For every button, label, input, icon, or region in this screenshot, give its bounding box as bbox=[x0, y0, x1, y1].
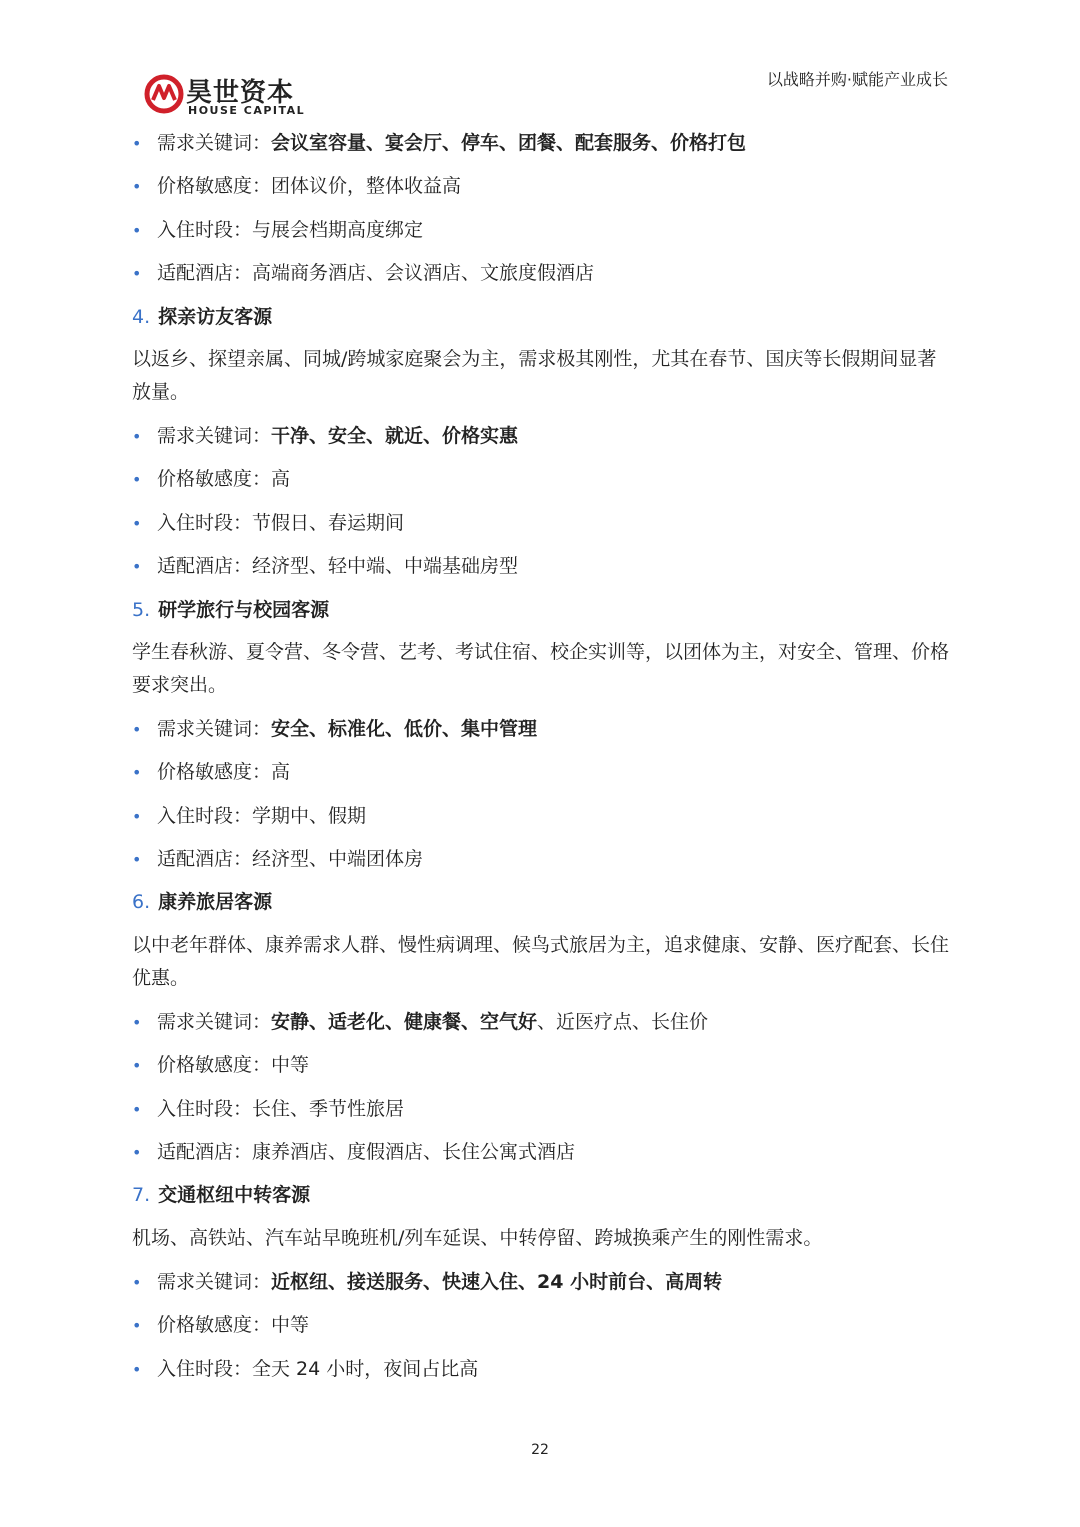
header-tagline: 以战略并购·赋能产业成长 bbox=[766, 70, 948, 89]
list-item bbox=[132, 165, 952, 208]
list-item bbox=[132, 708, 952, 751]
bullet-icon: • bbox=[132, 470, 142, 490]
logo-chinese-name: 昊世资本 bbox=[186, 78, 295, 108]
list-item-label: 价格敏感度： bbox=[157, 175, 272, 198]
list-item-value: 学期中、假期 bbox=[252, 804, 367, 827]
logo-mark-icon bbox=[144, 74, 184, 114]
paragraph: 以中老年群体、康养需求人群、慢性病调理、候鸟式旅居为主，追求健康、安静、医疗配套、长住优惠。 bbox=[132, 933, 950, 989]
list-item bbox=[132, 1131, 952, 1174]
list-item bbox=[132, 1261, 952, 1304]
list-item bbox=[132, 838, 952, 881]
bullet-icon: • bbox=[132, 557, 142, 577]
list-item bbox=[132, 415, 952, 458]
list-item bbox=[132, 252, 952, 295]
list-item-keywords: 干净、安全、就近、价格实惠 bbox=[271, 424, 519, 447]
list-item-value: 中等 bbox=[271, 1314, 310, 1337]
page-number: 22 bbox=[531, 1442, 549, 1458]
list-item bbox=[132, 1001, 952, 1044]
section-number: 7. bbox=[132, 1184, 151, 1207]
bullet-icon: • bbox=[132, 426, 142, 446]
bullet-icon: • bbox=[132, 264, 142, 284]
list-item-label: 需求关键词： bbox=[157, 717, 272, 740]
list-item-label: 入住时段： bbox=[157, 804, 253, 827]
bullet-icon: • bbox=[132, 177, 142, 197]
bullet-icon: • bbox=[132, 1012, 142, 1032]
bullet-icon: • bbox=[132, 763, 142, 783]
list-item-label: 适配酒店： bbox=[157, 1141, 253, 1164]
bullet-icon: • bbox=[132, 1099, 142, 1119]
list-item-label: 价格敏感度： bbox=[157, 1054, 272, 1077]
list-item-label: 入住时段： bbox=[157, 1357, 253, 1380]
section-title: 探亲访友客源 bbox=[158, 305, 273, 328]
list-item-keywords: 近枢纽、接送服务、快速入住、24 小时前台、高周转 bbox=[271, 1270, 723, 1293]
section-number: 6. bbox=[132, 891, 151, 914]
list-item-label: 入住时段： bbox=[157, 511, 253, 534]
list-item bbox=[132, 545, 952, 588]
list-item bbox=[132, 1088, 952, 1131]
bullet-icon: • bbox=[132, 513, 142, 533]
list-item-value: 全天 24 小时，夜间占比高 bbox=[252, 1357, 479, 1380]
list-item-value: 与展会档期高度绑定 bbox=[252, 218, 424, 241]
list-item-value: 高端商务酒店、会议酒店、文旅度假酒店 bbox=[252, 262, 595, 285]
section-heading bbox=[132, 589, 952, 632]
list-item-label: 需求关键词： bbox=[157, 1010, 272, 1033]
list-item-label: 需求关键词： bbox=[157, 424, 272, 447]
company-logo bbox=[144, 72, 314, 122]
list-item-value: 节假日、春运期间 bbox=[252, 511, 405, 534]
bullet-icon: • bbox=[132, 1056, 142, 1076]
bullet-icon: • bbox=[132, 1316, 142, 1336]
list-item-value: 、近医疗点、长住价 bbox=[537, 1010, 709, 1033]
logo-english-name: HOUSE CAPITAL bbox=[188, 104, 306, 117]
list-item-label: 价格敏感度： bbox=[157, 761, 272, 784]
list-item-value: 康养酒店、度假酒店、长住公寓式酒店 bbox=[252, 1141, 576, 1164]
list-item-keywords: 安全、标准化、低价、集中管理 bbox=[271, 717, 538, 740]
list-item-label: 适配酒店： bbox=[157, 555, 253, 578]
bullet-icon: • bbox=[132, 1359, 142, 1379]
list-item-label: 适配酒店： bbox=[157, 262, 253, 285]
paragraph: 学生春秋游、夏令营、冬令营、艺考、考试住宿、校企实训等，以团体为主，对安全、管理、价格要求突出。 bbox=[132, 640, 950, 696]
list-item-value: 经济型、轻中端、中端基础房型 bbox=[252, 555, 519, 578]
list-item-label: 适配酒店： bbox=[157, 848, 253, 871]
list-item-label: 价格敏感度： bbox=[157, 468, 272, 491]
paragraph: 机场、高铁站、汽车站早晚班机/列车延误、中转停留、跨城换乘产生的刚性需求。 bbox=[132, 1226, 823, 1249]
list-item bbox=[132, 795, 952, 838]
section-heading bbox=[132, 296, 952, 339]
bullet-icon: • bbox=[132, 134, 142, 153]
bullet-icon: • bbox=[132, 220, 142, 240]
list-item bbox=[132, 209, 952, 252]
list-item bbox=[132, 1304, 952, 1347]
list-item bbox=[132, 458, 952, 501]
list-item-label: 入住时段： bbox=[157, 218, 253, 241]
list-item bbox=[132, 502, 952, 545]
list-item-value: 中等 bbox=[271, 1054, 310, 1077]
list-item bbox=[132, 1348, 952, 1391]
list-item-value: 经济型、中端团体房 bbox=[252, 848, 424, 871]
list-item-value: 高 bbox=[271, 468, 291, 491]
bullet-icon: • bbox=[132, 806, 142, 826]
list-item-label: 入住时段： bbox=[157, 1097, 253, 1120]
document-body bbox=[132, 122, 952, 1391]
list-item-label: 需求关键词： bbox=[157, 1270, 272, 1293]
list-item bbox=[132, 751, 952, 794]
list-item-label: 价格敏感度： bbox=[157, 1314, 272, 1337]
list-item-value: 高 bbox=[271, 761, 291, 784]
section-title: 康养旅居客源 bbox=[158, 891, 273, 914]
section-heading bbox=[132, 1174, 952, 1217]
list-item-keywords: 安静、适老化、健康餐、空气好 bbox=[271, 1010, 538, 1033]
paragraph: 以返乡、探望亲属、同城/跨城家庭聚会为主，需求极其刚性，尤其在春节、国庆等长假期间显著放量。 bbox=[132, 347, 937, 403]
list-item-label: 需求关键词： bbox=[157, 132, 272, 154]
section-number: 4. bbox=[132, 305, 151, 328]
list-item bbox=[132, 122, 952, 165]
list-item-value: 团体议价，整体收益高 bbox=[271, 175, 462, 198]
section-title: 交通枢纽中转客源 bbox=[158, 1184, 311, 1207]
bullet-icon: • bbox=[132, 719, 142, 739]
list-item-keywords: 会议室容量、宴会厅、停车、团餐、配套服务、价格打包 bbox=[271, 132, 747, 154]
bullet-icon: • bbox=[132, 1272, 142, 1292]
list-item-value: 长住、季节性旅居 bbox=[252, 1097, 405, 1120]
section-heading bbox=[132, 881, 952, 924]
section-title: 研学旅行与校园客源 bbox=[158, 598, 330, 621]
section-number: 5. bbox=[132, 598, 151, 621]
list-item bbox=[132, 1044, 952, 1087]
bullet-icon: • bbox=[132, 850, 142, 870]
bullet-icon: • bbox=[132, 1143, 142, 1163]
